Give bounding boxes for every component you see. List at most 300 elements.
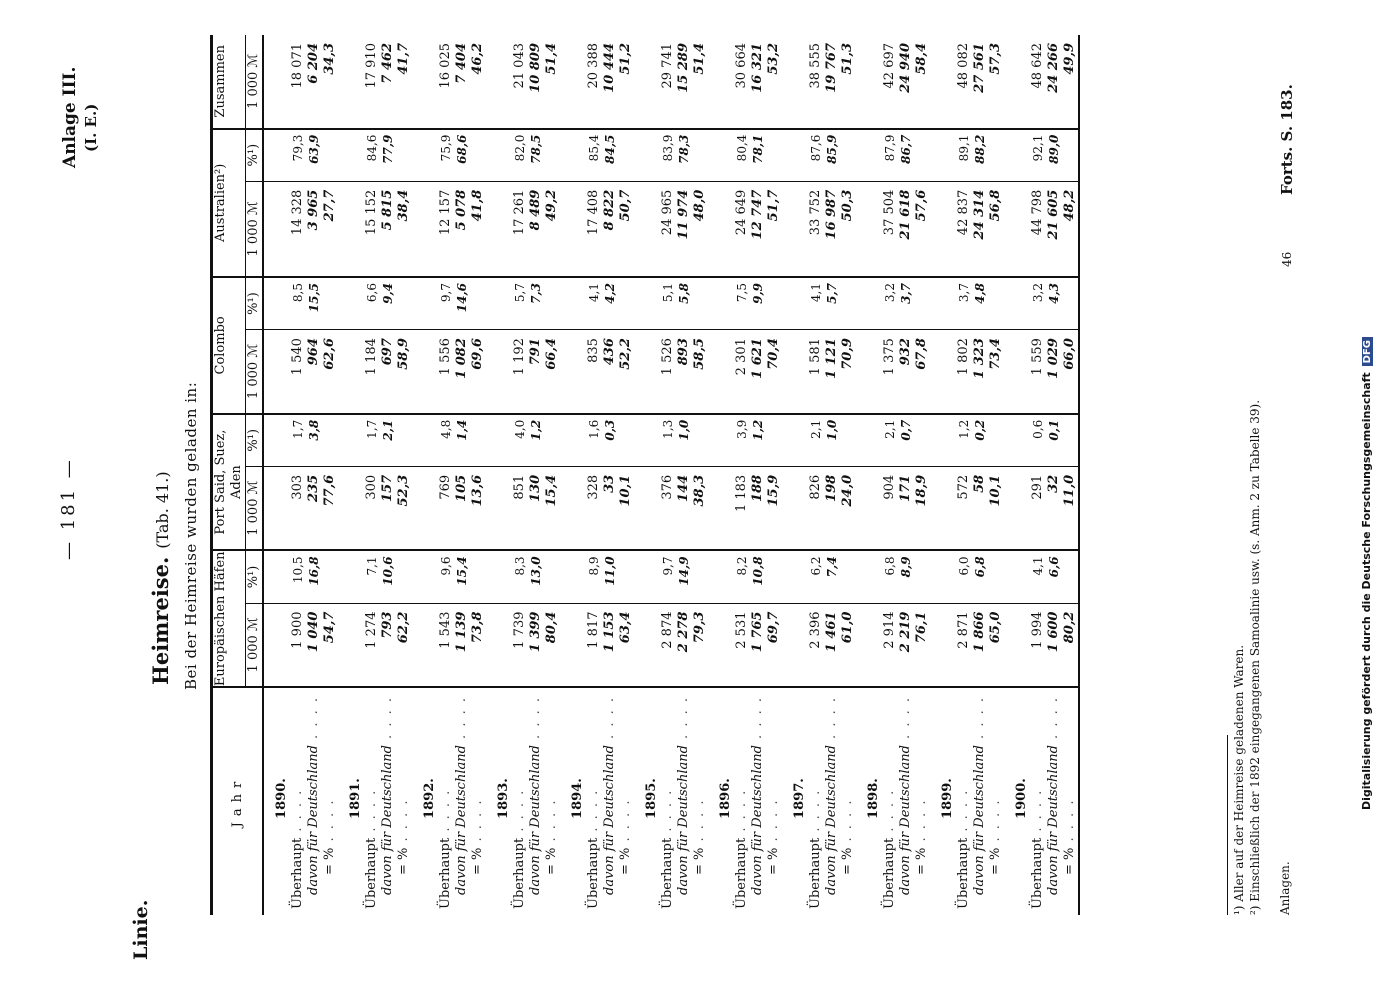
value: 27 561 [972,43,987,93]
value: 2 871 [956,611,971,649]
value: 1 121 [824,338,839,379]
value [692,283,708,329]
overall-label: Überhaupt . . . . [808,788,823,909]
year-group-row [930,35,1004,915]
value: 1 540 [290,338,305,376]
value: 6,6 [365,283,379,303]
percent-label: = % . . . . [618,798,633,875]
year-heading: 1896. [718,778,733,819]
value [692,420,708,466]
value: 15,5 [307,283,321,313]
year-group-row [1004,35,1079,915]
value [396,420,412,466]
amount-cell [782,181,856,277]
value: 15 152 [364,189,379,236]
year-group-row [338,35,412,915]
value: 7 462 [380,43,395,84]
value: 0,3 [603,419,617,441]
value: 964 [306,338,321,366]
percent-label: = % . . . . [766,798,781,875]
pct-cell [930,129,1004,182]
value: 4,1 [587,283,601,303]
sub-header-amount: 1 000 ℳ [246,330,264,414]
amount-cell [1004,330,1079,414]
value: 3,2 [883,283,897,303]
value: 1,2 [957,419,971,439]
footer-page-46: 46 [1280,251,1294,267]
value [692,135,708,181]
value: 4,1 [1031,556,1045,576]
value: 15 289 [676,43,691,93]
percent-label: = % . . . . [840,798,855,875]
amount-cell [856,603,930,687]
data-table [210,35,1082,915]
value: 11 974 [676,189,691,240]
value: 53,2 [766,43,781,75]
value: 58,5 [692,338,707,370]
year-label-cell [634,687,708,915]
amount-cell [263,181,338,277]
pct-cell [412,550,486,603]
amount-cell [1004,35,1079,129]
value: 15,4 [455,556,469,586]
value: 10,1 [988,474,1003,507]
value: 16 025 [438,43,453,89]
value: 57,6 [914,189,929,222]
germany-label: davon für Deutschland . . . . [898,696,913,895]
value: 1 802 [956,338,971,376]
value [618,556,634,602]
value: 1 817 [586,611,601,649]
percent-label: = % . . . . [692,798,707,875]
amount-cell [634,466,708,550]
value: 29 741 [660,43,675,89]
amount-cell [930,330,1004,414]
value: 1 139 [454,611,469,653]
value: 198 [824,474,839,502]
value: 66,4 [544,338,559,370]
value: 793 [380,611,395,639]
pct-cell [930,550,1004,603]
value: 1 399 [528,611,543,653]
table-subtitle: Bei der Heimreise wurden geladen in: [182,381,200,690]
amount-cell [856,35,930,129]
value: 9,4 [381,283,395,304]
value: 52,2 [618,338,633,370]
value: 157 [380,474,395,502]
value: 1 082 [454,338,469,379]
value: 105 [454,474,469,502]
sub-header-amount: 1 000 ℳ [246,181,264,277]
value: 9,7 [661,556,675,576]
value: 13,6 [470,474,485,507]
pct-cell [486,277,560,330]
overall-label: Überhaupt . . . . [438,788,453,909]
value: 4,2 [603,283,617,304]
pct-cell [930,277,1004,330]
value: 48,2 [1062,189,1077,222]
value [840,283,856,329]
germany-label: davon für Deutschland . . . . [306,696,321,895]
value: 24 314 [972,189,987,240]
value: 11,0 [1062,474,1077,507]
value: 78,5 [529,134,543,164]
value: 3,7 [899,283,913,304]
year-heading: 1891. [348,778,363,819]
value: 73,8 [470,611,485,644]
value: 188 [750,474,765,502]
value [840,556,856,602]
value: 8 822 [602,189,617,231]
amount-cell [560,181,634,277]
value: 6 204 [306,43,321,84]
amount-cell [782,330,856,414]
value: 4,8 [439,419,453,439]
table-body [263,35,1079,915]
value: 58,4 [914,43,929,75]
overall-label: Überhaupt . . . . [586,788,601,909]
value: 92,1 [1031,134,1045,162]
percent-label: = % . . . . [322,798,337,875]
value [1062,556,1078,602]
value: 8,2 [735,556,749,576]
value [840,420,856,466]
amount-cell [560,466,634,550]
value [544,135,560,181]
pct-cell [338,550,412,603]
value: 70,9 [840,338,855,370]
year-heading: 1895. [644,778,659,819]
value: 1 461 [824,611,839,653]
pct-cell [782,550,856,603]
value: 51,2 [618,43,633,75]
value: 14,6 [455,283,469,313]
value: 51,3 [840,43,855,75]
value: 1,3 [661,419,675,439]
value: 291 [1030,474,1045,500]
year-label-cell [856,687,930,915]
value: 78,1 [751,134,765,164]
germany-label: davon für Deutschland . . . . [676,696,691,895]
value: 130 [528,474,543,502]
value: 235 [306,474,321,502]
amount-cell [486,603,560,687]
value: 15,9 [766,474,781,507]
value: 1,2 [529,419,543,441]
amount-cell [412,35,486,129]
value: 89,1 [957,134,971,162]
value [618,135,634,181]
value: 17 261 [512,189,527,236]
pct-cell [782,277,856,330]
value: 1 543 [438,611,453,649]
value: 1 559 [1030,338,1045,376]
value: 13,0 [529,556,543,586]
amount-cell [634,35,708,129]
value: 88,2 [973,134,987,164]
value: 67,8 [914,338,929,370]
pct-cell [856,414,930,467]
pct-cell [1004,129,1079,182]
year-group-row [856,35,930,915]
value: 0,6 [1031,419,1045,439]
sub-header-amount: 1 000 ℳ [246,35,264,129]
amount-cell [930,35,1004,129]
col-header-colombo: Colombo [212,277,246,414]
value: 79,3 [291,134,305,162]
year-group-row [782,35,856,915]
pct-cell [1004,414,1079,467]
value [988,420,1004,466]
year-heading: 1899. [940,778,955,819]
percent-label: = % . . . . [914,798,929,875]
pct-cell [856,277,930,330]
amount-cell [486,35,560,129]
title-text: Heimreise. [148,556,173,685]
value: 58 [972,474,987,493]
sub-header-amount: 1 000 ℳ [246,466,264,550]
digitization-text: Digitalisierung gefördert durch die Deutsche Forschungsgemeinschaft [1360,372,1373,810]
value: 1,6 [587,419,601,439]
value [396,556,412,602]
pct-cell [560,129,634,182]
amount-cell [263,330,338,414]
value: 32 [1046,474,1061,493]
amount-cell [486,466,560,550]
value: 2 301 [734,338,749,376]
value: 1 556 [438,338,453,376]
amount-cell [708,35,782,129]
value: 10,6 [381,556,395,586]
amount-cell [263,466,338,550]
pct-cell [634,277,708,330]
value: 51,4 [544,43,559,75]
germany-label: davon für Deutschland . . . . [454,696,469,895]
amount-cell [782,35,856,129]
value: 20 388 [586,43,601,89]
value: 37 504 [882,189,897,236]
value: 769 [438,474,453,500]
pct-cell [412,129,486,182]
value: 3,8 [307,419,321,441]
value: 6,8 [883,556,897,576]
value: 30 664 [734,43,749,89]
value [322,283,338,329]
value [544,556,560,602]
amount-cell [930,466,1004,550]
amount-cell [708,330,782,414]
value [322,135,338,181]
value: 4,1 [809,283,823,303]
value: 1 581 [808,338,823,376]
amount-cell [338,466,412,550]
amount-cell [856,330,930,414]
value: 7,3 [529,283,543,304]
amount-cell [856,181,930,277]
year-label-cell [263,687,338,915]
pct-cell [856,129,930,182]
value: 1 866 [972,611,987,653]
value: 4,0 [513,419,527,439]
value: 78,3 [677,134,691,164]
value [1062,135,1078,181]
amount-cell [560,330,634,414]
amount-cell [560,35,634,129]
value: 16 321 [750,43,765,93]
value: 73,4 [988,338,1003,370]
value: 18 071 [290,43,305,89]
germany-label: davon für Deutschland . . . . [750,696,765,895]
value: 7,1 [365,556,379,576]
value: 19 767 [824,43,839,93]
value: 0,7 [899,419,913,441]
pct-cell [1004,277,1079,330]
value: 10 444 [602,43,617,93]
amount-cell [486,330,560,414]
value: 171 [898,474,913,502]
value: 1 040 [306,611,321,653]
value: 2 396 [808,611,823,649]
year-label-cell [338,687,412,915]
value: 66,0 [1062,338,1077,370]
overall-label: Überhaupt . . . . [882,788,897,909]
value: 5,1 [661,283,675,303]
percent-label: = % . . . . [470,798,485,875]
value: 1 600 [1046,611,1061,653]
value: 82,0 [513,134,527,162]
value: 5,8 [677,283,691,304]
value: 9,6 [439,556,453,576]
value: 1,7 [365,419,379,439]
amount-cell [412,466,486,550]
value [396,283,412,329]
germany-label: davon für Deutschland . . . . [972,696,987,895]
value: 826 [808,474,823,500]
year-label-cell [930,687,1004,915]
sub-header-pct: %¹) [246,550,264,603]
value: 48 642 [1030,43,1045,89]
value: 50,7 [618,189,633,222]
value: 1,2 [751,419,765,441]
value: 16 987 [824,189,839,240]
value [766,283,782,329]
year-group-row [263,35,338,915]
year-heading: 1890. [274,778,289,819]
value: 10 809 [528,43,543,93]
amount-cell [930,603,1004,687]
sub-header-pct: %¹) [246,414,264,467]
value: 1 765 [750,611,765,653]
amount-cell [634,330,708,414]
value: 75,9 [439,134,453,162]
value: 24 940 [898,43,913,93]
value: 61,0 [840,611,855,644]
value: 6,6 [1047,556,1061,578]
value [470,420,486,466]
value [766,135,782,181]
value: 24 965 [660,189,675,236]
value: 1 526 [660,338,675,376]
year-heading: 1898. [866,778,881,819]
value: 70,4 [766,338,781,370]
value: 1,4 [455,419,469,441]
year-heading: 1894. [570,778,585,819]
value: 904 [882,474,897,500]
value: 83,9 [661,134,675,162]
continuation-note: Forts. S. 183. [1278,84,1296,195]
value: 2,1 [883,419,897,439]
germany-label: davon für Deutschland . . . . [1046,696,1061,895]
value: 1,7 [291,419,305,439]
overall-label: Überhaupt . . . . [1030,788,1045,909]
year-label-cell [412,687,486,915]
value [618,420,634,466]
year-label-cell [708,687,782,915]
pct-cell [263,277,338,330]
col-header-zusammen: Zusammen [212,35,246,129]
year-heading: 1893. [496,778,511,819]
value [988,556,1004,602]
overall-label: Überhaupt . . . . [734,788,749,909]
value: 63,4 [618,611,633,644]
value: 62,2 [396,611,411,644]
value: 1 323 [972,338,987,379]
footnote-2: ²) Einschließlich der 1892 eingegangenen Samoalinie usw. (s. Anm. 2 zu Tabelle 39). [1248,399,1262,915]
pct-cell [263,550,338,603]
value: 63,9 [307,134,321,164]
value [1062,283,1078,329]
value: 56,8 [988,189,1003,222]
value: 80,4 [735,134,749,162]
value: 17 408 [586,189,601,236]
value: 5,7 [513,283,527,303]
value: 9,7 [439,283,453,303]
value [470,283,486,329]
pct-cell [486,129,560,182]
value [322,556,338,602]
pct-cell [338,129,412,182]
value: 7,4 [825,556,839,578]
col-header-jahr: Jahr [212,687,264,915]
amount-cell [338,330,412,414]
percent-label: = % . . . . [544,798,559,875]
value: 1 192 [512,338,527,376]
value: 21 605 [1046,189,1061,240]
value: 14,9 [677,556,691,586]
pct-cell [708,129,782,182]
value: 0,1 [1047,419,1061,441]
value [988,283,1004,329]
year-group-row [708,35,782,915]
amount-cell [486,181,560,277]
value: 12 747 [750,189,765,240]
value: 2,1 [381,419,395,441]
amount-cell [708,603,782,687]
value: 49,2 [544,189,559,222]
year-label-cell [1004,687,1079,915]
value: 5 815 [380,189,395,231]
pct-cell [338,414,412,467]
amount-cell [708,466,782,550]
value: 48 082 [956,43,971,89]
value: 1 994 [1030,611,1045,649]
value [914,420,930,466]
value: 84,6 [365,134,379,162]
value: 77,9 [381,134,395,164]
value: 24,0 [840,474,855,507]
sub-header-pct: %¹) [246,129,264,182]
sub-header-amount: 1 000 ℳ [246,603,264,687]
